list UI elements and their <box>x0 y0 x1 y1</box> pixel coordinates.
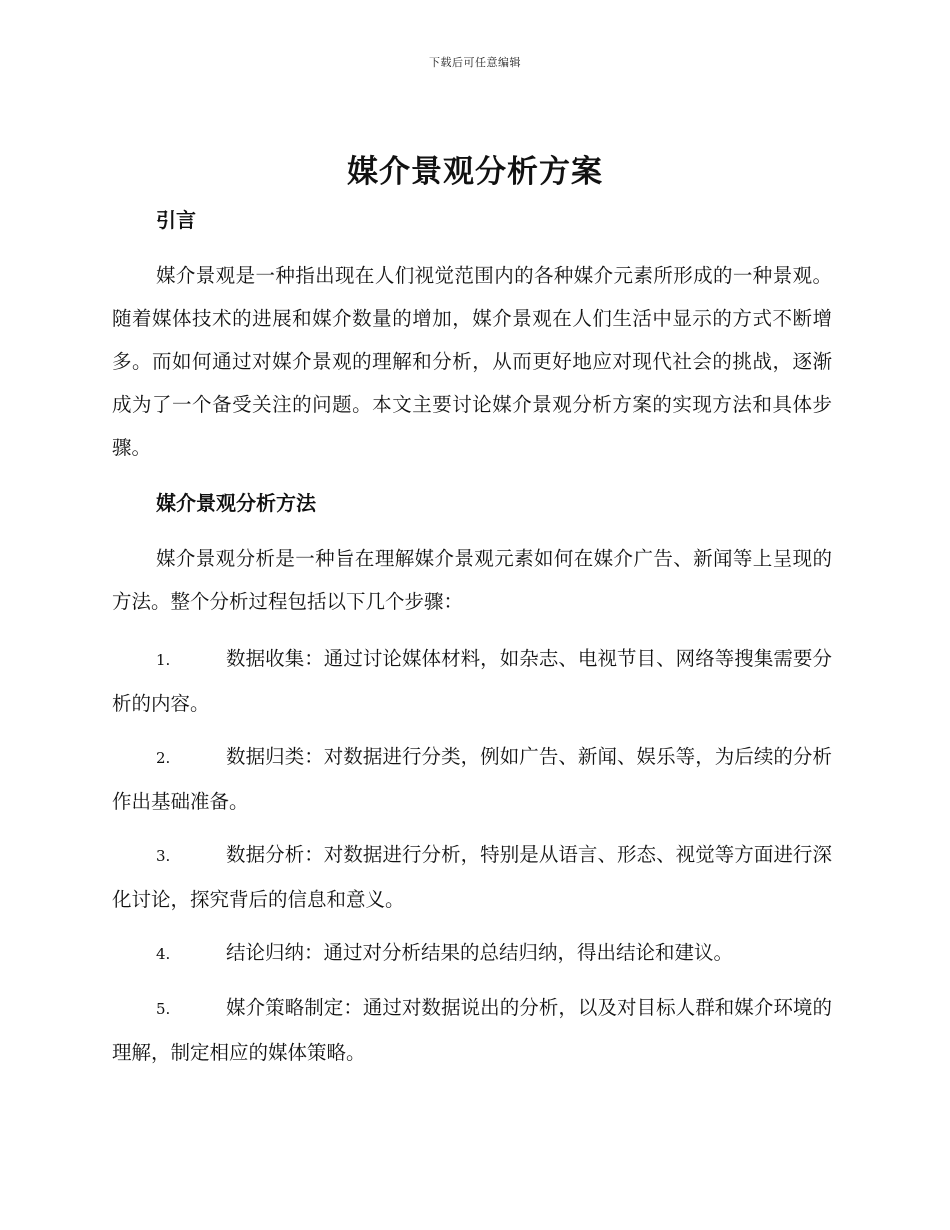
document-title: 媒介景观分析方案 <box>347 154 603 190</box>
list-item-number: 4. <box>156 945 171 963</box>
method-paragraph: 媒介景观分析是一种旨在理解媒介景观元素如何在媒介广告、新闻等上呈现的方法。整个分析过程包括以下几个步骤： <box>112 547 832 613</box>
list-item-number: 3. <box>156 847 171 865</box>
header-note: 下载后可任意编辑 <box>429 56 521 69</box>
list-item-text: 数据分析：对数据进行分析，特别是从语言、形态、视觉等方面进行深化讨论，探究背后的信息和意义。 <box>112 843 832 911</box>
list-item <box>112 986 832 1074</box>
list-item-text: 媒介策略制定：通过对数据说出的分析，以及对目标人群和媒介环境的理解，制定相应的媒体策略。 <box>112 996 832 1064</box>
list-item <box>112 833 832 921</box>
section-heading-intro: 引言 <box>156 208 196 232</box>
list-item-number: 2. <box>156 749 171 767</box>
list-item-number: 5. <box>156 1000 171 1018</box>
list-item-number: 1. <box>156 651 171 669</box>
intro-paragraph: 媒介景观是一种指出现在人们视觉范围内的各种媒介元素所形成的一种景观。随着媒体技术的进展和媒介数量的增加，媒介景观在人们生活中显示的方式不断增多。而如何通过对媒介景观的理解和分析，从而更好地应对现代社会的挑战，逐渐成为了一个备受关注的问题。本文主要讨论媒介景观分析方案的实现方法和具体步骤。 <box>112 264 832 459</box>
list-item <box>112 931 832 976</box>
list-item <box>112 637 832 725</box>
section-heading-method: 媒介景观分析方法 <box>156 491 316 515</box>
list-item-text: 数据归类：对数据进行分类，例如广告、新闻、娱乐等，为后续的分析作出基础准备。 <box>112 745 832 813</box>
list-item-text: 结论归纳：通过对分析结果的总结归纳，得出结论和建议。 <box>226 941 734 964</box>
list-item-text: 数据收集：通过讨论媒体材料，如杂志、电视节目、网络等搜集需要分析的内容。 <box>112 647 832 715</box>
list-item <box>112 735 832 823</box>
steps-list <box>112 637 832 1074</box>
document-body <box>112 200 832 1084</box>
